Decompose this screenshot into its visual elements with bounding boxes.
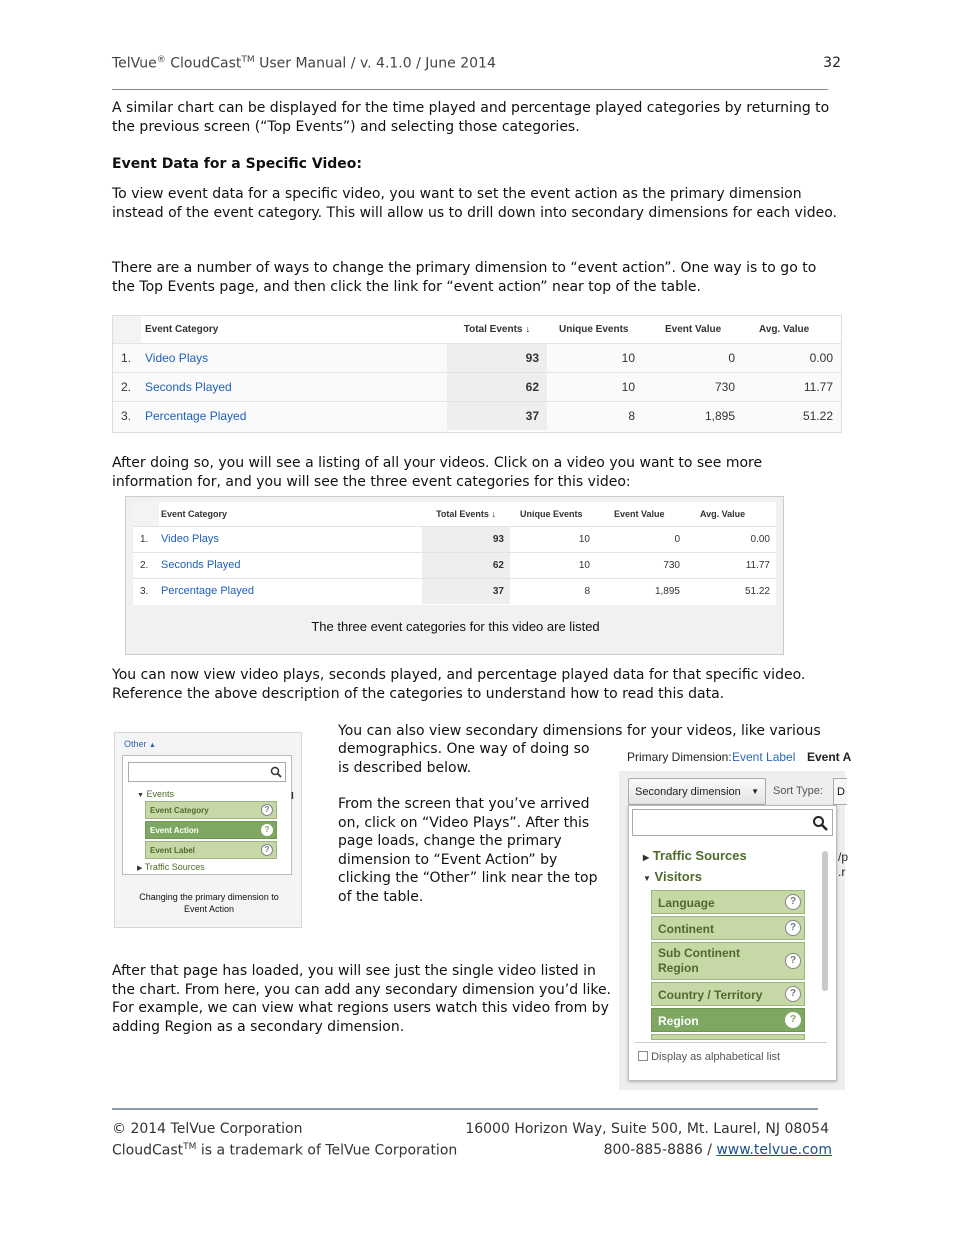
row-index: 3. <box>133 578 159 604</box>
row-value: 1,895 <box>643 401 743 430</box>
footer-phone: 800-885-8886 / <box>603 1142 717 1158</box>
caret-right-icon: ▶ <box>137 865 143 872</box>
row-total: 37 <box>447 401 547 430</box>
row-index: 3. <box>113 401 141 430</box>
header-title-b: CloudCast <box>165 55 242 72</box>
option-sub-continent-region[interactable]: Sub Continent Region ? <box>651 942 805 980</box>
trademark-mark: TM <box>183 1142 197 1152</box>
option-event-category[interactable]: Event Category ? <box>145 801 277 819</box>
paragraph-secondary-dimensions: You can also view secondary dimensions for your videos, like various <box>338 723 821 739</box>
header-total-events: Total Events <box>463 323 523 335</box>
row-link-percentage-played[interactable]: Percentage Played <box>159 578 422 604</box>
row-index: 1. <box>133 526 159 552</box>
caret-up-icon: ▲ <box>149 742 156 749</box>
header-avg-value: Avg. Value <box>743 316 841 343</box>
video-events-table-screenshot <box>125 496 784 655</box>
group-traffic-sources[interactable]: ▶ Traffic Sources <box>643 848 747 863</box>
row-index: 2. <box>133 552 159 578</box>
row-avg: 51.22 <box>743 401 841 430</box>
row-value: 0 <box>643 343 743 372</box>
top-events-table-screenshot <box>112 315 842 433</box>
row-total: 62 <box>447 372 547 401</box>
group-events[interactable]: ▼ Events <box>137 789 174 799</box>
row-avg: 0.00 <box>686 526 776 552</box>
help-icon[interactable]: ? <box>785 894 801 910</box>
table-row <box>133 578 776 604</box>
primary-dimension-event-action[interactable]: Event A <box>807 750 852 764</box>
video-events-table <box>133 502 776 604</box>
footer-contact <box>604 1142 832 1158</box>
dimension-dropdown <box>122 755 292 875</box>
search-icon <box>812 815 828 831</box>
page-header <box>112 55 496 72</box>
caret-down-icon: ▼ <box>643 874 651 883</box>
secondary-dimension-dropdown <box>628 805 837 1081</box>
other-link[interactable]: Other ▲ <box>124 739 156 749</box>
row-unique: 10 <box>547 372 643 401</box>
paragraph-from-the-screen: From the screen that you’ve arrived on, click on “Video Plays”. After this page loads, change the primary dimension to “Event Action” by clicking the “Other” link near the top of the table. <box>338 796 598 905</box>
header-event-category: Event Category <box>159 502 422 526</box>
header-title-c: User Manual / v. 4.1.0 / June 2014 <box>254 55 496 72</box>
row-avg: 0.00 <box>743 343 841 372</box>
primary-dimension-figure <box>114 732 302 928</box>
dimension-search-input[interactable] <box>128 762 286 782</box>
cropped-text-edge-1: /p <box>838 850 849 864</box>
alphabetical-checkbox[interactable] <box>638 1051 648 1061</box>
section-heading: Event Data for a Specific Video: <box>112 156 362 172</box>
sort-type-select[interactable]: D <box>833 778 847 805</box>
row-link-percentage-played[interactable]: Percentage Played <box>141 401 447 430</box>
sort-arrow-icon: ↓ <box>525 323 531 335</box>
header-title-a: TelVue <box>112 55 157 72</box>
row-unique: 10 <box>510 552 596 578</box>
row-total: 93 <box>447 343 547 372</box>
dropdown-scrollbar[interactable] <box>822 851 828 991</box>
header-event-category: Event Category <box>141 316 447 343</box>
table-row <box>113 372 841 401</box>
table-row <box>113 401 841 430</box>
page-number: 32 <box>823 55 841 71</box>
row-unique: 8 <box>547 401 643 430</box>
row-unique: 10 <box>547 343 643 372</box>
paragraph-change-dimension: There are a number of ways to change the primary dimension to “event action”. One way is to go to the Top Events page, and then click the link for “event action” near top of the table. <box>112 260 817 295</box>
row-index: 2. <box>113 372 141 401</box>
option-event-action[interactable]: Event Action ? <box>145 821 277 839</box>
paragraph-after-doing-so: After doing so, you will see a listing of all your videos. Click on a video you want to see more information for, and you will see the three event categories for this video: <box>112 455 763 490</box>
help-icon[interactable]: ? <box>261 804 273 816</box>
group-traffic-sources[interactable]: ▶ Traffic Sources <box>137 862 205 872</box>
row-link-video-plays[interactable]: Video Plays <box>141 343 447 372</box>
row-link-seconds-played[interactable]: Seconds Played <box>141 372 447 401</box>
caret-down-icon: ▼ <box>751 787 759 796</box>
option-continent[interactable]: Continent ? <box>651 916 805 940</box>
header-avg-value: Avg. Value <box>686 502 776 526</box>
paragraph-similar-chart: A similar chart can be displayed for the time played and percentage played categories by returning to the previous screen (“Top Events”) and selecting those categories. <box>112 100 830 135</box>
footer-address: 16000 Horizon Way, Suite 500, Mt. Laurel, NJ 08054 <box>465 1121 829 1137</box>
registered-mark: ® <box>156 55 166 65</box>
header-unique-events: Unique Events <box>547 316 643 343</box>
figure-caption <box>115 891 303 915</box>
caption-line-2: Event Action <box>183 904 235 914</box>
footer-trademark: CloudCast™ is a trademark of TelVue Corporation <box>112 1142 458 1159</box>
secondary-search-input[interactable] <box>632 809 833 836</box>
row-avg: 11.77 <box>686 552 776 578</box>
primary-dimension-event-label[interactable]: Event Label <box>732 750 796 764</box>
option-city-partial[interactable] <box>651 1034 805 1040</box>
header-event-value: Event Value <box>596 502 686 526</box>
table-row <box>113 343 841 372</box>
table-row <box>133 526 776 552</box>
secondary-dimension-figure <box>619 744 852 1090</box>
paragraph-specific-video: To view event data for a specific video, you want to set the event action as the primary dimension instead of the event category. This will allow us to drill down into secondary dimensions for each video. <box>112 186 837 221</box>
cropped-text-edge-2: .r <box>838 865 846 879</box>
cropped-text-edge: I <box>291 791 294 802</box>
option-region[interactable]: Region ? <box>651 1008 805 1032</box>
table-row <box>133 552 776 578</box>
trademark-mark: TM <box>241 55 255 65</box>
footer-copyright: © 2014 TelVue Corporation <box>112 1121 303 1137</box>
paragraph-now-view: You can now view video plays, seconds played, and percentage played data for that specific video. Reference the above description of the categories to understand how to read this data. <box>112 667 806 702</box>
sort-arrow-icon: ↓ <box>491 508 496 519</box>
option-event-label[interactable]: Event Label ? <box>145 841 277 859</box>
row-link-seconds-played[interactable]: Seconds Played <box>159 552 422 578</box>
row-value: 730 <box>596 552 686 578</box>
search-icon <box>270 766 282 778</box>
checkbox-label: Display as alphabetical list <box>651 1051 781 1063</box>
row-unique: 10 <box>510 526 596 552</box>
table-caption: The three event categories for this video are listed <box>311 619 600 634</box>
header-event-value: Event Value <box>643 316 743 343</box>
help-icon[interactable]: ? <box>785 920 801 936</box>
secondary-dimension-button[interactable]: Secondary dimension ▼ <box>628 778 766 805</box>
group-visitors[interactable]: ▼ Visitors <box>643 869 702 884</box>
help-icon[interactable]: ? <box>261 824 273 836</box>
row-index: 1. <box>113 343 141 372</box>
row-avg: 11.77 <box>743 372 841 401</box>
paragraph-demographics: demographics. One way of doing so is described below. <box>338 741 590 776</box>
help-icon[interactable]: ? <box>261 844 273 856</box>
row-value: 730 <box>643 372 743 401</box>
row-link-video-plays[interactable]: Video Plays <box>159 526 422 552</box>
row-unique: 8 <box>510 578 596 604</box>
paragraph-after-page-loaded: After that page has loaded, you will see just the single video listed in the chart. From here, you can add any secondary dimension you’d like. For example, we can view what regions users watch this video from by adding Region as a secondary dimension. <box>112 963 612 1035</box>
header-total-events: Total Events <box>436 508 489 519</box>
caption-line-1: Changing the primary dimension to <box>139 892 279 902</box>
help-icon[interactable]: ? <box>785 986 801 1002</box>
footer-divider <box>112 1108 818 1110</box>
footer-website-link[interactable]: www.telvue.com <box>716 1142 832 1158</box>
help-icon[interactable]: ? <box>785 1012 801 1028</box>
top-events-table <box>113 316 841 430</box>
cropped-group-label <box>651 837 711 841</box>
help-icon[interactable]: ? <box>785 953 801 969</box>
sort-type-label: Sort Type: <box>773 785 823 797</box>
row-avg: 51.22 <box>686 578 776 604</box>
primary-dimension-label: Primary Dimension: <box>627 750 732 764</box>
header-divider <box>112 89 828 90</box>
option-language[interactable]: Language ? <box>651 890 805 914</box>
caret-down-icon: ▼ <box>137 792 144 799</box>
row-value: 1,895 <box>596 578 686 604</box>
row-total: 93 <box>422 526 510 552</box>
option-country-territory[interactable]: Country / Territory ? <box>651 982 805 1006</box>
alphabetical-list-option[interactable] <box>638 1051 780 1063</box>
caret-right-icon: ▶ <box>643 853 650 862</box>
row-value: 0 <box>596 526 686 552</box>
row-total: 37 <box>422 578 510 604</box>
row-total: 62 <box>422 552 510 578</box>
header-unique-events: Unique Events <box>510 502 596 526</box>
